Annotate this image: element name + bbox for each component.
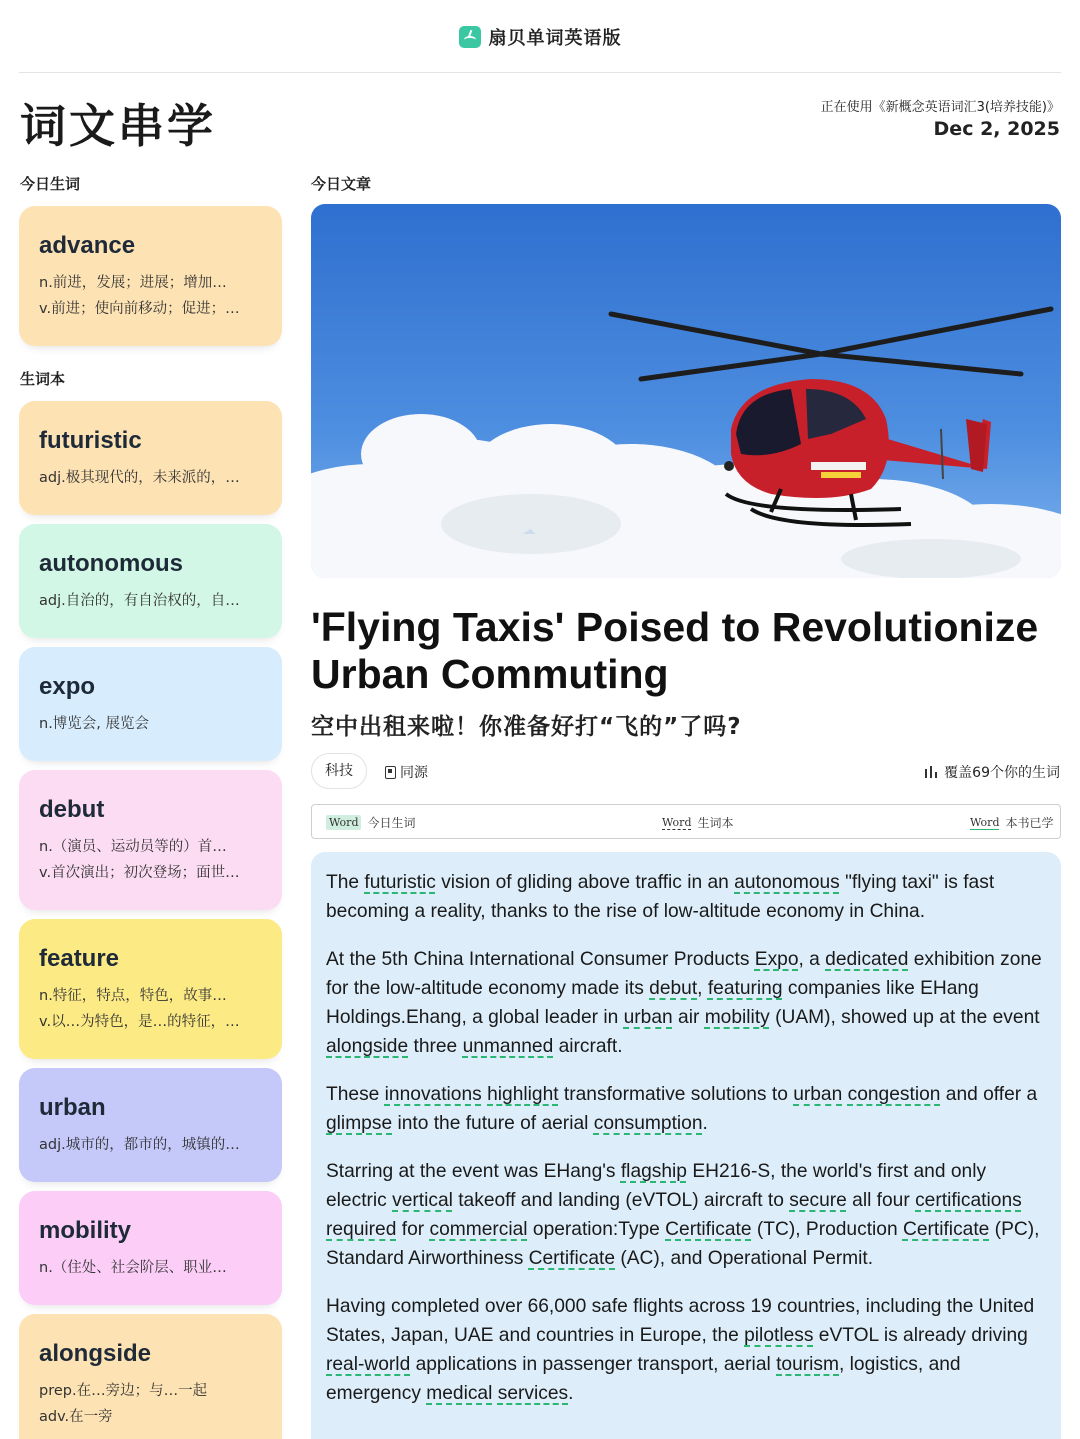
- word-card-alongside[interactable]: [19, 1314, 282, 1439]
- article-paragraph: At the 5th China International Consumer Products Expo, a dedicated exhibition zone for the low-altitude economy made its debut, featuring companies like EHang Holdings.Ehang, a global leader in urban air mobility (UAM), showed up at the event alongside three unmanned aircraft.: [326, 949, 1042, 1057]
- vocab-word[interactable]: innovations: [384, 1084, 482, 1105]
- vocab-word[interactable]: featuring: [707, 978, 783, 999]
- word-card-advance[interactable]: [19, 206, 282, 346]
- article-hero-image: [311, 204, 1061, 578]
- article-paragraph: Starring at the event was EHang's flagship EH216-S, the world's first and only electric vertical takeoff and landing (eVTOL) aircraft to secure all four certifications required for commercial operation:Type Certificate (TC), Production Certificate (PC), Standard Airworthiness Certificate (AC), and Operational Permit.: [326, 1161, 1040, 1269]
- vocab-word[interactable]: certifications: [915, 1190, 1022, 1211]
- word-card-expo[interactable]: [19, 647, 282, 761]
- vocab-word[interactable]: real-world: [326, 1354, 411, 1375]
- article-body: [311, 852, 1061, 1439]
- vocab-word[interactable]: flagship: [620, 1161, 687, 1182]
- vocab-word[interactable]: vertical: [392, 1190, 453, 1211]
- source-icon: [385, 766, 396, 779]
- word-text: debut: [39, 796, 105, 823]
- vocab-word[interactable]: dedicated: [825, 949, 909, 970]
- vocab-word[interactable]: consumption: [593, 1113, 703, 1134]
- vocab-word[interactable]: autonomous: [734, 872, 840, 893]
- header-divider: [19, 72, 1061, 73]
- date: Dec 2, 2025: [933, 118, 1060, 140]
- word-text: autonomous: [39, 550, 183, 577]
- word-text: expo: [39, 673, 96, 700]
- article-paragraph: These innovations highlight transformative solutions to urban congestion and offer a glimpse into the future of aerial consumption.: [326, 1084, 1038, 1134]
- vocab-word[interactable]: tourism: [776, 1354, 839, 1375]
- word-card-mobility[interactable]: [19, 1191, 282, 1305]
- source-link[interactable]: [385, 762, 428, 782]
- vocab-word[interactable]: futuristic: [364, 872, 436, 893]
- word-text: alongside: [39, 1340, 152, 1367]
- word-definition: adj.自治的，有自治权的，自…: [39, 593, 240, 609]
- helicopter-photo: [311, 204, 1061, 578]
- vocab-word[interactable]: congestion: [847, 1084, 941, 1105]
- vocab-word[interactable]: commercial: [429, 1219, 528, 1240]
- vocab-word[interactable]: mobility: [704, 1007, 770, 1028]
- word-text: urban: [39, 1094, 106, 1121]
- vocab-word[interactable]: pilotless: [744, 1325, 814, 1346]
- vocab-word[interactable]: Certificate: [528, 1248, 616, 1269]
- word-definition: n.（住处、社会阶层、职业…: [39, 1260, 227, 1276]
- word-text: mobility: [39, 1217, 132, 1244]
- vocab-word[interactable]: Expo: [754, 949, 799, 970]
- vocab-word[interactable]: urban: [793, 1084, 843, 1105]
- app-title: 扇贝单词英语版: [488, 28, 622, 49]
- word-text: futuristic: [39, 427, 142, 454]
- bar-chart-icon: [925, 766, 938, 778]
- today-words-label: 今日生词: [20, 175, 81, 193]
- vocab-word[interactable]: required: [326, 1219, 397, 1240]
- vocab-word[interactable]: Certificate: [902, 1219, 990, 1240]
- word-definition: adj.极其现代的，未来派的，…: [39, 470, 240, 486]
- legend-today-sample: Word: [326, 815, 361, 830]
- vocab-word[interactable]: alongside: [326, 1036, 409, 1057]
- highlight-legend: [311, 804, 1061, 839]
- legend-wordbook: Word 生词本: [662, 815, 734, 830]
- vocab-word[interactable]: secure: [789, 1190, 847, 1211]
- legend-wordbook-sample: Word: [662, 815, 692, 829]
- vocab-word[interactable]: unmanned: [462, 1036, 554, 1057]
- vocab-word[interactable]: Certificate: [665, 1219, 752, 1240]
- legend-learned-sample: Word: [970, 815, 1000, 829]
- legend-today: Word 今日生词: [326, 814, 416, 831]
- word-text: advance: [39, 232, 136, 259]
- article-paragraph: The futuristic vision of gliding above traffic in an autonomous "flying taxi" is fast becoming a reality, thanks to the rise of low-altitude economy in China.: [326, 872, 995, 922]
- word-definition: adj.城市的，都市的，城镇的…: [39, 1137, 240, 1153]
- article-title: 'Flying Taxis' Poised to Revolutionize Urban Commuting: [311, 604, 1039, 697]
- word-card-urban[interactable]: [19, 1068, 282, 1182]
- vocab-word[interactable]: urban: [623, 1007, 673, 1028]
- coverage-text: 覆盖69个你的生词: [944, 765, 1060, 781]
- article-paragraph: Having completed over 66,000 safe flights across 19 countries, including the United States, Japan, UAE and countries in Europe, the pilotless eVTOL is already driving real-world applications in passenger transport, aerial tourism, logistics, and emergency medical services.: [326, 1296, 1035, 1404]
- word-definition: n.（演员、运动员等的）首… v.首次演出；初次登场；面世…: [39, 839, 240, 881]
- current-book[interactable]: 正在使用《新概念英语词汇3(培养技能)》: [820, 100, 1060, 115]
- word-definition: n.博览会, 展览会: [39, 716, 150, 732]
- source-label: 同源: [400, 765, 428, 781]
- vocab-word[interactable]: highlight: [487, 1084, 559, 1105]
- word-card-debut[interactable]: [19, 770, 282, 910]
- vocab-word[interactable]: medical: [426, 1383, 493, 1404]
- word-card-feature[interactable]: [19, 919, 282, 1059]
- page-title: 词文串学: [20, 99, 216, 153]
- word-definition: n.前进，发展；进展；增加… v.前进；使向前移动；促进；…: [39, 275, 240, 317]
- vocab-word[interactable]: services: [497, 1383, 569, 1404]
- category-tag[interactable]: 科技: [311, 753, 367, 789]
- word-text: feature: [39, 945, 120, 972]
- word-definition: n.特征，特点，特色，故事… v.以…为特色，是…的特征，…: [39, 988, 240, 1030]
- article-subtitle: 空中出租来啦！你准备好打“飞的”了吗?: [311, 714, 742, 740]
- today-article-label: 今日文章: [311, 175, 372, 193]
- word-card-autonomous[interactable]: [19, 524, 282, 638]
- shanbay-logo-icon: [459, 26, 481, 48]
- word-card-futuristic[interactable]: [19, 401, 282, 515]
- app-header: [0, 0, 1080, 74]
- legend-learned: Word 本书已学: [970, 815, 1054, 830]
- wordbook-label: 生词本: [20, 370, 66, 388]
- vocab-word[interactable]: glimpse: [326, 1113, 393, 1134]
- vocab-word[interactable]: debut: [649, 978, 698, 999]
- word-definition: prep.在…旁边；与…一起 adv.在一旁: [39, 1383, 208, 1425]
- coverage-stat: [925, 762, 1060, 782]
